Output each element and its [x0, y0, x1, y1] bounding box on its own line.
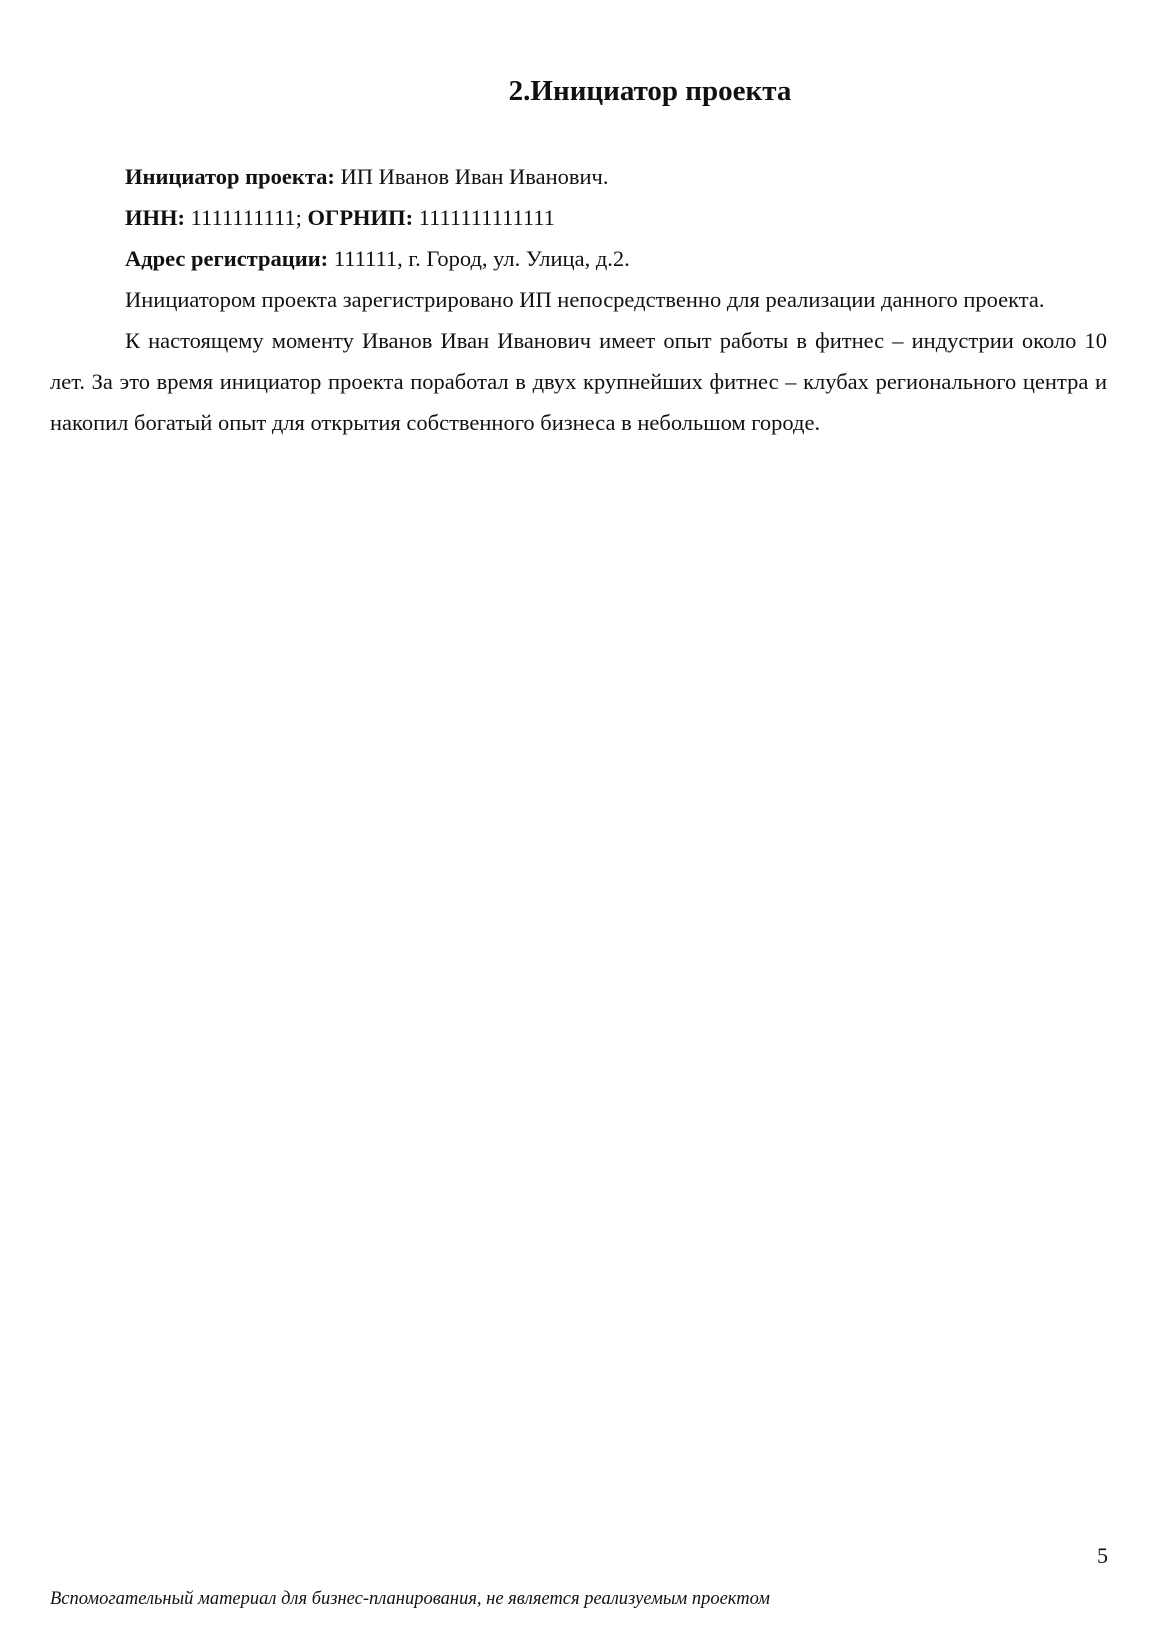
section-content — [50, 156, 1107, 443]
experience-paragraph: К настоящему моменту Иванов Иван Иванович имеет опыт работы в фитнес – индустрии около 10 лет. За это время инициатор проекта поработал в двух крупнейших фитнес – клубах регионального центра и накопил богатый опыт для открытия собственного бизнеса в небольшом городе. — [50, 328, 1107, 435]
page-number: 5 — [1097, 1543, 1108, 1568]
address-line — [50, 238, 1107, 279]
footer-disclaimer: Вспомогательный материал для бизнес-планирования, не является реализуемым проектом — [50, 1589, 770, 1609]
inn-label: ИНН: — [125, 205, 185, 230]
inn-value: 1111111111; — [185, 205, 308, 230]
registration-paragraph: Инициатором проекта зарегистрировано ИП непосредственно для реализации данного проекта. — [125, 287, 1045, 312]
registration-numbers-line — [50, 197, 1107, 238]
ogrnip-label: ОГРНИП: — [307, 205, 414, 230]
initiator-line — [50, 156, 1107, 197]
address-label: Адрес регистрации: — [125, 246, 329, 271]
ogrnip-value: 1111111111111 — [413, 205, 555, 230]
initiator-label: Инициатор проекта: — [125, 164, 335, 189]
section-title: 2.Инициатор проекта — [508, 75, 792, 108]
initiator-value: ИП Иванов Иван Иванович. — [334, 164, 609, 189]
address-value: 111111, г. Город, ул. Улица, д.2. — [328, 246, 630, 271]
